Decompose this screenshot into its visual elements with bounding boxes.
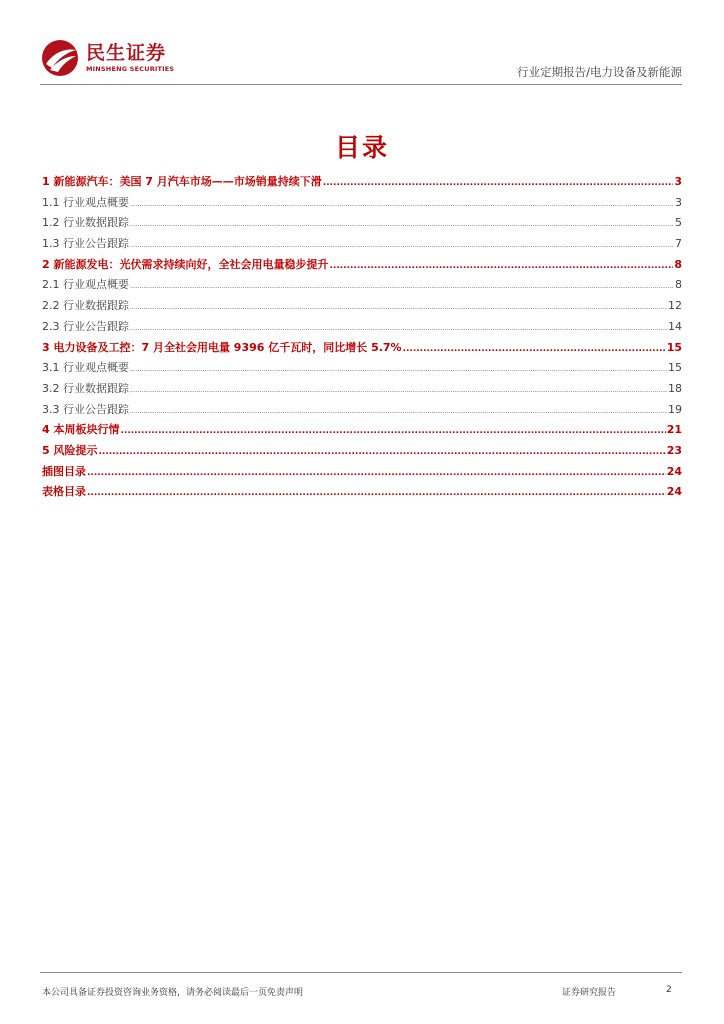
toc-entry-page: 14 (668, 319, 682, 333)
toc-leader-dots (120, 423, 665, 436)
page-header (40, 38, 682, 84)
toc-leader-dots (87, 465, 666, 478)
toc-entry-text: 2.3 行业公告跟踪 (42, 319, 129, 333)
toc-entry[interactable] (42, 463, 682, 484)
toc-leader-dots (98, 444, 665, 457)
toc-leader-dots (130, 382, 667, 395)
toc-entry[interactable] (42, 276, 682, 297)
brand-name-en: MINSHENG SECURITIES (86, 65, 175, 73)
toc-leader-dots (130, 216, 674, 229)
toc-leader-dots (323, 175, 674, 188)
footer-disclaimer: 本公司具备证券投资咨询业务资格，请务必阅读最后一页免责声明 (42, 988, 304, 998)
toc-leader-dots (329, 258, 673, 271)
toc-leader-dots (87, 485, 666, 498)
toc-entry-page: 18 (668, 381, 682, 395)
page-number: 2 (666, 985, 672, 995)
toc-entry-page: 8 (674, 257, 682, 271)
toc-leader-dots (130, 320, 667, 333)
toc-leader-dots (403, 341, 666, 354)
toc-entry-text: 2 新能源发电：光伏需求持续向好，全社会用电量稳步提升 (42, 257, 329, 271)
toc-entry[interactable] (42, 442, 682, 463)
footer-divider (40, 972, 682, 973)
toc-entry-text: 4 本周板块行情 (42, 423, 120, 437)
toc-entry-page: 5 (675, 216, 682, 230)
toc-entry-text: 1.1 行业观点概要 (42, 195, 129, 209)
toc-entry-text: 1 新能源汽车：美国 7 月汽车市场——市场销量持续下滑 (42, 175, 322, 188)
toc-entry-text: 插图目录 (42, 464, 86, 478)
toc-leader-dots (130, 299, 667, 312)
minsheng-logo-icon (40, 38, 80, 78)
toc-entry-page: 21 (666, 423, 682, 437)
toc-entry-text: 1.3 行业公告跟踪 (42, 237, 129, 251)
toc-entry[interactable] (42, 297, 682, 318)
toc-title: 目录 (334, 133, 389, 162)
toc-entry-page: 24 (666, 464, 682, 478)
toc-entry-text: 2.1 行业观点概要 (42, 278, 129, 292)
brand-logo (40, 38, 174, 78)
toc-leader-dots (130, 196, 674, 209)
toc-entry-page: 19 (668, 402, 682, 416)
toc-leader-dots (130, 237, 674, 250)
toc-entry[interactable] (42, 421, 682, 442)
toc-entry[interactable] (42, 380, 682, 401)
footer-label: 证券研究报告 (562, 988, 617, 998)
toc-entry-text: 5 风险提示 (42, 443, 98, 457)
toc-entry[interactable] (42, 339, 682, 360)
toc-entry-page: 3 (675, 195, 682, 209)
toc-entry[interactable] (42, 173, 682, 194)
toc-entry-page: 23 (666, 443, 682, 457)
toc-entry-text: 3.3 行业公告跟踪 (42, 402, 129, 416)
toc-entry[interactable] (42, 359, 682, 380)
toc-entry[interactable] (42, 235, 682, 256)
toc-entry-page: 7 (675, 237, 682, 251)
brand-name-cn: 民生证券 (86, 42, 167, 64)
toc-entry-text: 3 电力设备及工控：7 月全社会用电量 9396 亿千瓦时，同比增长 5.7% (42, 340, 402, 354)
toc-entry-page: 3 (674, 175, 682, 188)
toc-entry-page: 15 (668, 361, 682, 375)
toc-entry[interactable] (42, 483, 682, 504)
toc-entry-page: 12 (668, 299, 682, 313)
toc-entry-text: 1.2 行业数据跟踪 (42, 216, 129, 230)
toc-entry[interactable] (42, 318, 682, 339)
toc-entry-page: 15 (666, 340, 682, 354)
report-type: 行业定期报告/电力设备及新能源 (517, 65, 682, 79)
toc-entry-text: 2.2 行业数据跟踪 (42, 299, 129, 313)
toc-entry[interactable] (42, 214, 682, 235)
toc-entry[interactable] (42, 194, 682, 215)
toc-leader-dots (130, 403, 667, 416)
toc-entry-page: 8 (675, 278, 682, 292)
toc-entry[interactable] (42, 401, 682, 422)
toc-leader-dots (130, 278, 674, 291)
table-of-contents (42, 173, 682, 504)
header-divider (40, 84, 682, 85)
toc-entry-page: 24 (666, 485, 682, 499)
toc-entry-text: 3.1 行业观点概要 (42, 361, 129, 375)
toc-entry[interactable] (42, 256, 682, 277)
toc-entry-text: 表格目录 (42, 485, 86, 499)
toc-leader-dots (130, 361, 667, 374)
toc-entry-text: 3.2 行业数据跟踪 (42, 381, 129, 395)
